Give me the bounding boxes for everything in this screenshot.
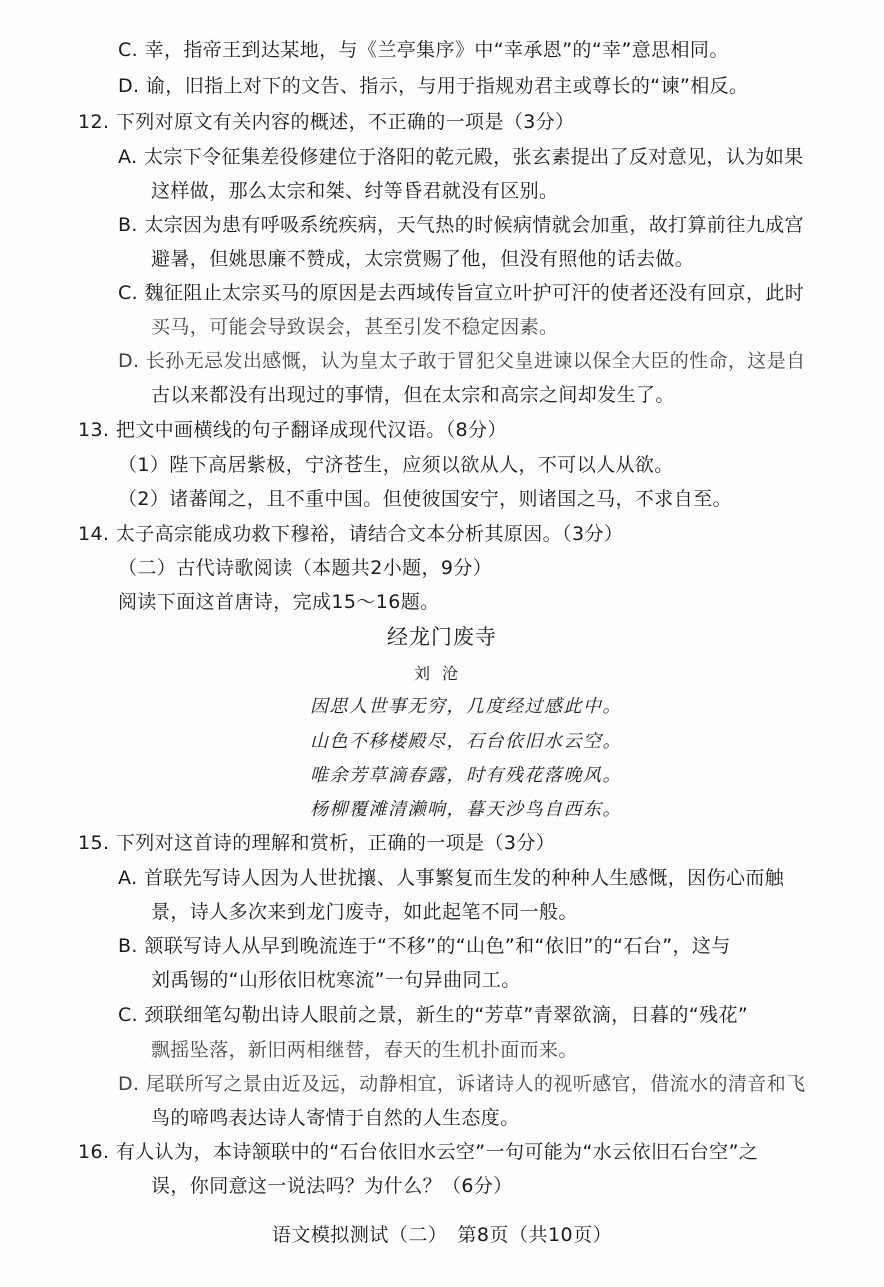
- poem-verse-4: 杨柳覆滩清濑响，暮天沙鸟自西东。: [310, 799, 622, 820]
- option-12b-line2: 避暑，但姚思廉不赞成，太宗赏赐了他，但没有照他的话去做。: [151, 248, 695, 270]
- poem-verse-2: 山色不移楼殿尽，石台依旧水云空。: [310, 731, 622, 752]
- option-15a-line2: 景，诗人多次来到龙门废寺，如此起笔不同一般。: [151, 901, 578, 923]
- poem-author: 刘沧: [413, 664, 470, 683]
- poem-instruction: 阅读下面这首唐诗，完成15～16题。: [118, 591, 440, 613]
- option-11c: C. 幸，指帝王到达某地，与《兰亭集序》中“幸承恩”的“幸”意思相同。: [118, 39, 729, 61]
- option-12a-line2: 这样做，那么太宗和桀、纣等昏君就没有区别。: [151, 180, 559, 202]
- question-16-line2: 误，你同意这一说法吗？为什么？（6分）: [151, 1175, 513, 1197]
- option-15c-line2: 飘摇坠落，新旧两相继替，春天的生机扑面而来。: [151, 1039, 578, 1061]
- question-14: 14. 太子高宗能成功救下穆裕，请结合文本分析其原因。（3分）: [78, 523, 624, 545]
- option-15d-line2: 鸟的啼鸣表达诗人寄情于自然的人生态度。: [151, 1107, 520, 1129]
- option-15a-line1: A. 首联先写诗人因为人世扰攘、人事繁复而生发的种种人生感慨，因伤心而触: [118, 867, 785, 889]
- question-16-line1: 16. 有人认为，本诗颔联中的“石台依旧水云空”一句可能为“水云依旧石台空”之: [78, 1141, 759, 1163]
- option-12a-line1: A. 太宗下令征集差役修建位于洛阳的乾元殿，张玄素提出了反对意见，认为如果: [118, 146, 804, 168]
- question-12: 12. 下列对原文有关内容的概述，不正确的一项是（3分）: [78, 111, 575, 133]
- option-11d: D. 谕，旧指上对下的文告、指示，与用于指规劝君主或尊长的“谏”相反。: [118, 75, 749, 97]
- option-15b-line2: 刘禹锡的“山形依旧枕寒流”一句异曲同工。: [151, 969, 521, 991]
- option-15d-line1: D. 尾联所写之景由近及远，动静相宜，诉诸诗人的视听感官，借流水的清音和飞: [118, 1073, 806, 1095]
- option-12b-line1: B. 太宗因为患有呼吸系统疾病，天气热的时候病情就会加重，故打算前往九成宫: [118, 214, 804, 236]
- poem-verse-1: 因思人世事无穷，几度经过感此中。: [310, 696, 622, 717]
- poem-verse-3: 唯余芳草滴春露，时有残花落晚风。: [310, 765, 622, 786]
- question-13: 13. 把文中画横线的句子翻译成现代汉语。（8分）: [78, 419, 507, 441]
- question-15: 15. 下列对这首诗的理解和赏析，正确的一项是（3分）: [78, 832, 556, 854]
- question-13-part1: （1）陛下高居紫极，宁济苍生，应须以欲从人，不可以人从欲。: [118, 454, 674, 476]
- option-12d-line1: D. 长孙无忌发出感慨，认为皇太子敢于冒犯父皇进谏以保全大臣的性命，这是自: [118, 350, 806, 372]
- option-15c-line1: C. 颈联细笔勾勒出诗人眼前之景，新生的“芳草”青翠欲滴，日暮的“残花”: [118, 1004, 749, 1026]
- option-15b-line1: B. 颔联写诗人从早到晚流连于“不移”的“山色”和“依旧”的“石台”，这与: [118, 935, 731, 957]
- page-footer: 语文模拟测试（二） 第8页（共10页）: [271, 1224, 613, 1246]
- option-12c-line1: C. 魏征阻止太宗买马的原因是去西域传旨宣立叶护可汗的使者还没有回京，此时: [118, 282, 805, 304]
- option-12c-line2: 买马，可能会导致误会，甚至引发不稳定因素。: [151, 316, 559, 338]
- question-13-part2: （2）诸蕃闻之，且不重中国。但使彼国安宁，则诸国之马，不求自至。: [118, 488, 732, 510]
- option-12d-line2: 古以来都没有出现过的事情，但在太宗和高宗之间却发生了。: [151, 384, 675, 406]
- poem-title: 经龙门废寺: [387, 625, 497, 649]
- section-heading-poetry: （二）古代诗歌阅读（本题共2小题，9分）: [118, 557, 493, 579]
